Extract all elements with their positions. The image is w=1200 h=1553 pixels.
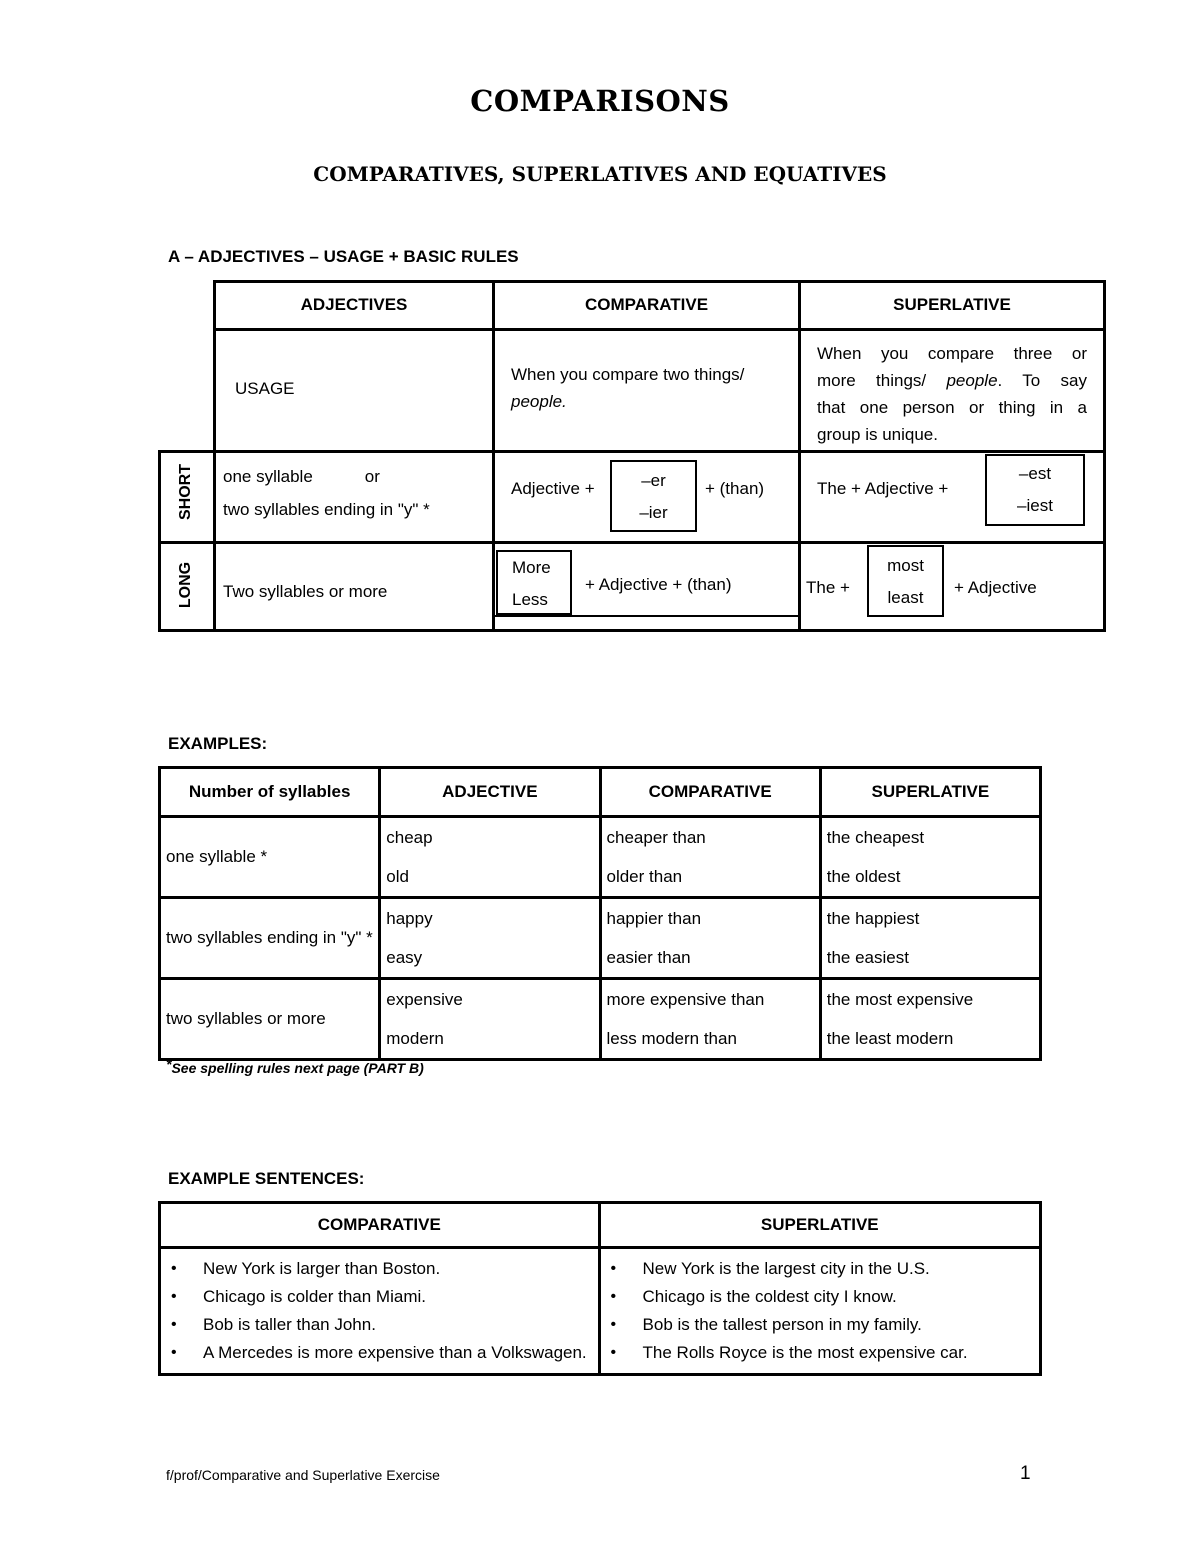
table-row: two syllables or more expensive modern more expensive than less modern than the most expensive the least modern <box>160 979 1041 1060</box>
page-subtitle: COMPARATIVES, SUPERLATIVES AND EQUATIVES <box>313 162 887 186</box>
list-item: • A Mercedes is more expensive than a Volkswagen. <box>165 1339 592 1367</box>
list-item: • Chicago is colder than Miami. <box>165 1283 592 1311</box>
sentences-header-superlative: SUPERLATIVE <box>599 1203 1040 1248</box>
header-comparative: COMPARATIVE <box>584 295 709 314</box>
examples-header-comparative: COMPARATIVE <box>600 768 820 817</box>
sentences-header-comparative: COMPARATIVE <box>160 1203 600 1248</box>
list-item: • Bob is the tallest person in my family. <box>605 1311 1033 1339</box>
footer-path: f/prof/Comparative and Superlative Exercise <box>166 1467 440 1483</box>
sentences-heading: EXAMPLE SENTENCES: <box>168 1169 365 1188</box>
long-comp-after: + Adjective + (than) <box>585 575 732 594</box>
list-item: • The Rolls Royce is the most expensive car. <box>605 1339 1033 1367</box>
short-desc: one syllable or two syllables ending in "y" * <box>223 467 430 519</box>
long-sup-after: + Adjective <box>954 578 1037 597</box>
long-sup-prefix: The + <box>806 578 850 597</box>
examples-header-adjective: ADJECTIVE <box>380 768 600 817</box>
page-number: 1 <box>1020 1463 1031 1484</box>
examples-heading: EXAMPLES: <box>168 734 268 753</box>
short-label: SHORT <box>177 464 194 520</box>
examples-header-superlative: SUPERLATIVE <box>820 768 1040 817</box>
short-comp-suffix-box: –er –ier <box>610 460 697 532</box>
superlative-sentences <box>599 1248 1040 1375</box>
section-a-heading: A – ADJECTIVES – USAGE + BASIC RULES <box>168 247 519 266</box>
long-desc: Two syllables or more <box>223 582 388 601</box>
usage-superlative: When you compare three or more things/ people. To say that one person or thing in a group is unique. <box>817 344 1087 444</box>
long-sup-word-box: most least <box>867 545 944 617</box>
list-item: • Chicago is the coldest city I know. <box>605 1283 1033 1311</box>
header-superlative: SUPERLATIVE <box>893 295 1011 314</box>
usage-comparative: When you compare two things/ people. <box>511 365 745 411</box>
header-adjectives: ADJECTIVES <box>300 295 408 314</box>
list-item: • Bob is taller than John. <box>165 1311 592 1339</box>
page-title: COMPARISONS <box>470 84 730 118</box>
table-row: one syllable * cheap old cheaper than older than the cheapest the oldest <box>160 817 1041 898</box>
list-item: • New York is larger than Boston. <box>165 1255 592 1283</box>
comparative-sentences <box>160 1248 600 1375</box>
short-sup-suffix-box: –est –iest <box>985 454 1085 526</box>
sentences-table <box>158 1201 1042 1376</box>
short-sup-prefix: The + Adjective + <box>817 479 949 498</box>
long-comp-word-box: More Less <box>496 550 572 615</box>
table-row: two syllables ending in "y" * happy easy happier than easier than the happiest the easiest <box>160 898 1041 979</box>
rules-table <box>158 280 1106 632</box>
examples-header-syllables: Number of syllables <box>160 768 380 817</box>
long-label: LONG <box>177 561 194 609</box>
list-item: • New York is the largest city in the U.S. <box>605 1255 1033 1283</box>
short-comp-after: + (than) <box>705 479 765 498</box>
short-comp-prefix: Adjective + <box>511 479 595 498</box>
examples-table <box>158 766 1042 1061</box>
usage-label: USAGE <box>235 379 295 398</box>
spelling-note: *See spelling rules next page (PART B) <box>166 1056 424 1076</box>
